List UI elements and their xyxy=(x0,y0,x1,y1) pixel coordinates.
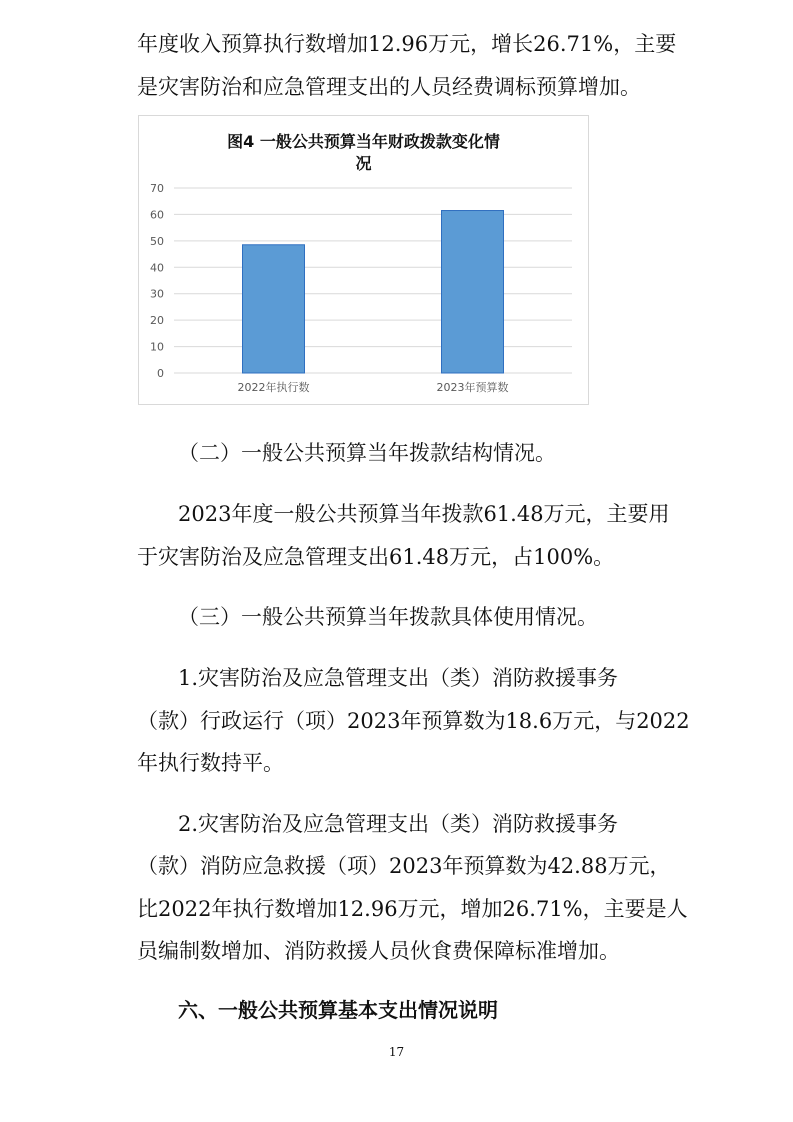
y-tick-label: 0 xyxy=(157,367,164,380)
paragraph-line: （款）消防应急救援（项）2023年预算数为42.88万元， xyxy=(137,854,671,878)
paragraph-line: 于灾害防治及应急管理支出61.48万元，占100%。 xyxy=(137,545,615,569)
y-tick-label: 30 xyxy=(150,287,164,301)
paragraph-line: 是灾害防治和应急管理支出的人员经费调标预算增加。 xyxy=(137,75,641,99)
y-tick-label: 20 xyxy=(150,314,164,328)
bar-chart xyxy=(138,115,589,405)
y-tick-label: 70 xyxy=(150,182,164,195)
chart-plot xyxy=(139,116,588,404)
bar xyxy=(243,245,305,373)
paragraph-line: 2.灾害防治及应急管理支出（类）消防救援事务 xyxy=(178,812,619,836)
section-heading-6: 六、一般公共预算基本支出情况说明 xyxy=(178,998,498,1022)
paragraph-line: （款）行政运行（项）2023年预算数为18.6万元，与2022 xyxy=(137,709,690,733)
chart-title-cont: 况 xyxy=(355,154,372,173)
paragraph-line: 员编制数增加、消防救援人员伙食费保障标准增加。 xyxy=(137,939,620,963)
section-heading-2: （二）一般公共预算当年拨款结构情况。 xyxy=(178,441,556,465)
y-tick-label: 10 xyxy=(150,340,164,354)
x-tick-label: 2022年执行数 xyxy=(237,381,310,394)
chart-title: 图4 一般公共预算当年财政拨款变化情 xyxy=(227,132,500,151)
page-number: 17 xyxy=(388,1045,405,1059)
paragraph-line: 比2022年执行数增加12.96万元，增加26.71%，主要是人 xyxy=(137,897,688,921)
section-heading-3: （三）一般公共预算当年拨款具体使用情况。 xyxy=(178,605,598,629)
y-tick-label: 60 xyxy=(150,208,164,222)
y-tick-label: 40 xyxy=(150,261,164,275)
paragraph-line: 2023年度一般公共预算当年拨款61.48万元，主要用 xyxy=(178,502,670,526)
paragraph-line: 年度收入预算执行数增加12.96万元，增长26.71%，主要 xyxy=(137,32,677,56)
bar xyxy=(442,211,504,373)
y-tick-label: 50 xyxy=(150,234,164,248)
paragraph-line: 年执行数持平。 xyxy=(137,751,284,775)
paragraph-line: 1.灾害防治及应急管理支出（类）消防救援事务 xyxy=(178,666,619,690)
x-tick-label: 2023年预算数 xyxy=(436,381,509,394)
